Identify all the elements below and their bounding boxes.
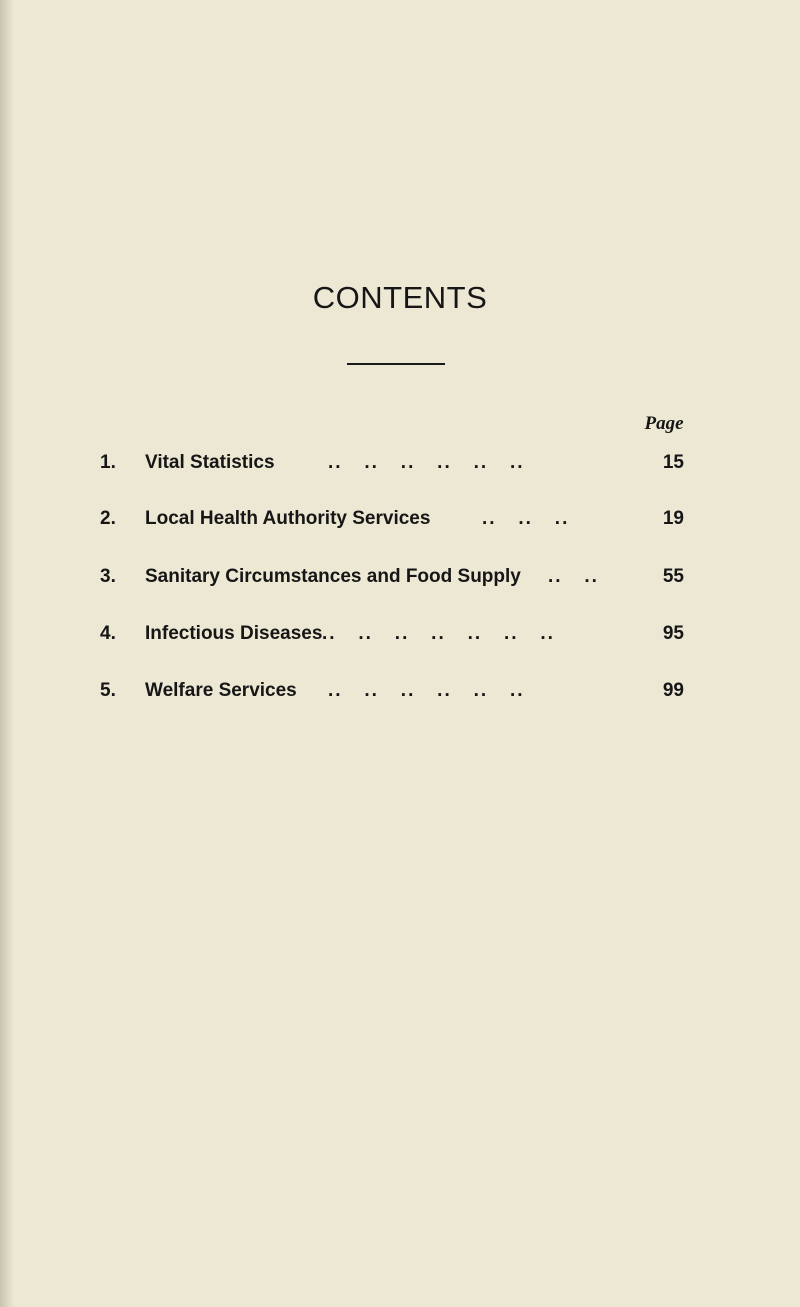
toc-entry [0, 505, 800, 533]
toc-entry-number: 5. [100, 680, 116, 701]
toc-entry-number: 4. [100, 623, 116, 644]
toc-entry [0, 449, 800, 477]
toc-entry-leader: .. .. .. [482, 508, 570, 529]
title-divider [347, 363, 445, 365]
toc-entry-page: 19 [662, 508, 684, 529]
toc-entry-page: 55 [662, 566, 684, 587]
page-title: CONTENTS [312, 280, 488, 315]
toc-entry-leader: .. .. .. .. .. .. [328, 680, 525, 701]
toc-entry-page: 99 [662, 680, 684, 701]
toc-entry [0, 620, 800, 648]
toc-entry-number: 1. [100, 452, 116, 473]
toc-entry-page: 95 [662, 623, 684, 644]
toc-entry [0, 563, 800, 591]
toc-entry-title: Vital Statistics [145, 452, 275, 473]
toc-entry [0, 677, 800, 705]
toc-entry-title: Infectious Diseases [145, 623, 323, 644]
toc-entry-title: Welfare Services [145, 680, 297, 701]
toc-entry-page: 15 [662, 452, 684, 473]
toc-entry-title: Sanitary Circumstances and Food Supply [145, 566, 521, 587]
toc-entry-number: 2. [100, 508, 116, 529]
toc-entry-leader: .. .. [548, 566, 599, 587]
page-edge-shadow [0, 0, 14, 1307]
toc-entry-title: Local Health Authority Services [145, 508, 431, 529]
toc-entry-number: 3. [100, 566, 116, 587]
toc-entry-leader: .. .. .. .. .. .. [328, 452, 525, 473]
toc-entry-leader: .. .. .. .. .. .. .. [322, 623, 555, 644]
page-column-label: Page [644, 413, 684, 434]
